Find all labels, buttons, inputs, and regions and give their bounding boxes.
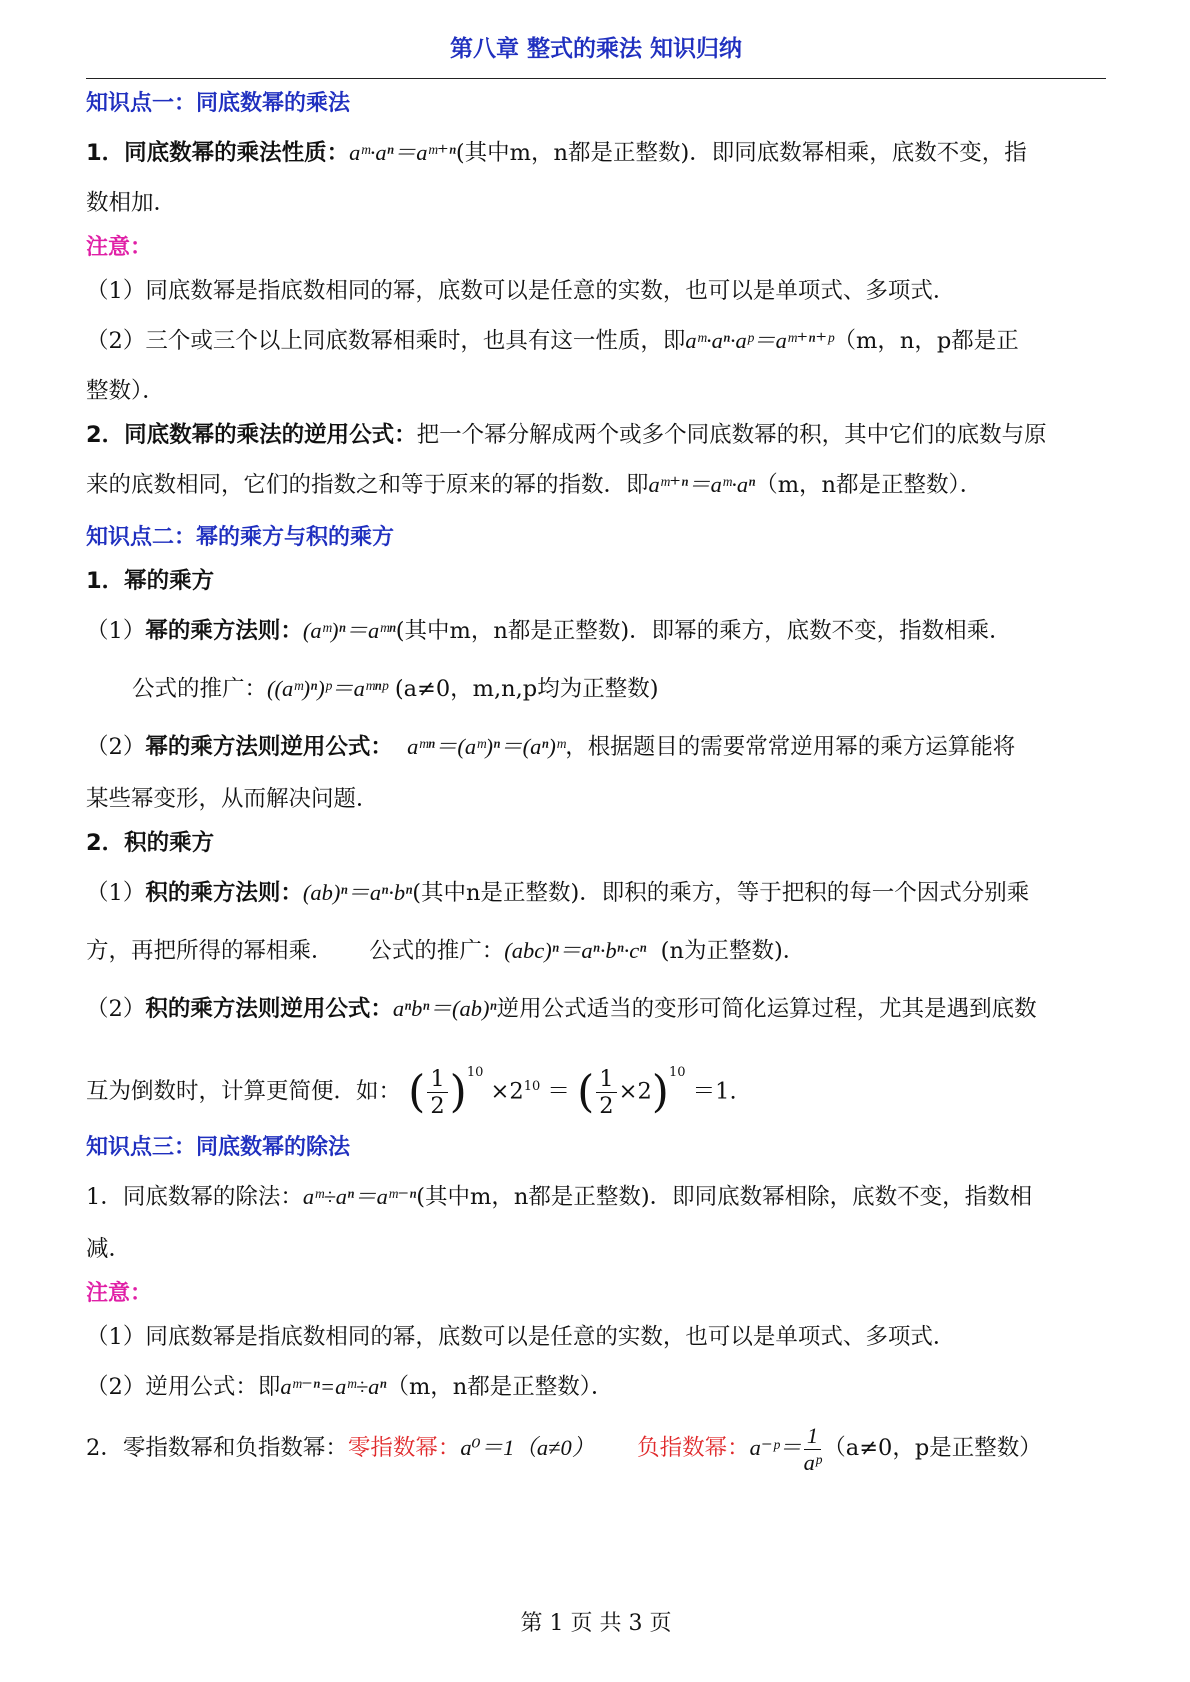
fraction-one-over-a-p [804,1423,822,1476]
text: 1．同底数幂的除法： [86,1184,303,1210]
text: （2）三个或三个以上同底数幂相乘时，也具有这一性质，即 [86,328,686,354]
text: （2） [86,996,146,1022]
note-label: 注意： [86,235,153,260]
text: 公式的推广： [369,938,505,964]
text: 整数）． [86,378,165,404]
text: (其中m，n都是正整数)．即幂的乘方，底数不变，指数相乘． [395,618,1012,644]
term-label: 积的乘方法则： [145,880,303,906]
text: （2）逆用公式：即 [86,1374,281,1400]
text: (n为正整数)． [660,938,806,964]
text: ＝1. [692,1078,737,1105]
text: 2．零指数幂和负指数幂： [86,1435,348,1461]
text: (其中m，n都是正整数)．即同底数幂相除，底数不变，指数相 [416,1184,1033,1210]
formula: aᵐ·aⁿ·aᵖ＝aᵐ⁺ⁿ⁺ᵖ [685,328,834,353]
note-heading-2 [86,1278,1106,1309]
point-2-2-1-cont [86,936,1106,966]
note-1-2-cont [86,376,1106,406]
text: （1） [86,880,146,906]
fraction-one-half [596,1066,616,1119]
title-divider [86,78,1106,79]
denominator: 2 [430,1093,445,1119]
note-1-1 [86,276,1106,306]
point-2-1-1 [86,616,1106,646]
formula: (abc)ⁿ＝aⁿ·bⁿ·cⁿ [504,938,647,963]
point-2-2-2-example [86,1052,1106,1122]
text: (其中m，n都是正整数)．即同底数幂相乘，底数不变，指 [455,140,1027,166]
left-paren: ( [408,1066,426,1118]
text: 数相加． [86,190,177,216]
text: 方，再把所得的幂相乘． [86,938,334,964]
text: （m，n都是正整数）． [755,472,983,498]
page-title: 第八章 整式的乘法 知识归纳 [449,36,742,62]
point-1-2 [86,420,1106,450]
text: 把一个幂分解成两个或多个同底数幂的积，其中它们的底数与原 [416,422,1047,448]
term-label: 幂的乘方法则： [145,618,303,644]
text: 来的底数相同，它们的指数之和等于原来的幂的指数．即 [86,472,649,498]
text: （1）同底数幂是指底数相同的幂，底数可以是任意的实数，也可以是单项式、多项式． [86,1324,956,1350]
text: （m，n，p都是正 [833,328,1019,354]
section-heading-1 [86,88,1106,119]
point-2-2-2 [86,994,1106,1024]
note-heading-1 [86,232,1106,263]
text: （2） [86,734,146,760]
point-3-2 [86,1418,1106,1478]
numerator: 1 [804,1423,822,1450]
formula: (ab)ⁿ＝aⁿ·bⁿ [302,880,413,905]
formula: aᵐ÷aⁿ＝aᵐ⁻ⁿ [302,1184,417,1209]
text: ×2 [490,1078,524,1105]
text: ×2 [618,1078,652,1105]
formula: a⁻ᵖ＝ [749,1435,802,1460]
formula: ((aᵐ)ⁿ)ᵖ＝aᵐⁿᵖ [267,676,388,701]
exponent: 10 [466,1065,484,1080]
term-label: 2．同底数幂的乘法的逆用公式： [86,422,417,448]
formula: aᵐⁿ＝(aᵐ)ⁿ＝(aⁿ)ᵐ [407,734,566,759]
right-paren: ) [449,1066,467,1118]
denominator: 2 [599,1093,614,1119]
formula: aᵐ·aⁿ＝aᵐ⁺ⁿ [349,140,456,165]
section-heading-3 [86,1132,1106,1163]
page-footer: 第 1 页 共 3 页 [520,1611,672,1636]
section-2-title: 知识点二：幂的乘方与积的乘方 [86,525,395,550]
point-2-1-2 [86,732,1106,762]
section-3-title: 知识点三：同底数幂的除法 [86,1135,351,1160]
subheading: 1．幂的乘方 [86,568,215,594]
point-2-2-1 [86,878,1106,908]
formula-generalization-1 [132,674,1152,704]
note-label: 注意： [86,1281,153,1306]
term-label: 积的乘方法则逆用公式： [145,996,393,1022]
text: 逆用公式适当的变形可简化运算过程，尤其是遇到底数 [496,996,1037,1022]
text: （m，n都是正整数）． [386,1374,614,1400]
formula: aᵐ⁺ⁿ＝aᵐ·aⁿ [648,472,756,497]
text: （a≠0，p是正整数） [823,1435,1042,1461]
text: (其中n是正整数)．即积的乘方，等于把积的每一个因式分别乘 [412,880,1030,906]
formula: aᵐ⁻ⁿ=aᵐ÷aⁿ [280,1374,387,1399]
point-1-1 [86,138,1106,168]
point-2-1-2-cont [86,784,1106,814]
point-1-1-cont [86,188,1106,218]
note-2-1 [86,1322,1106,1352]
text: 某些幂变形，从而解决问题． [86,786,379,812]
point-2-1 [86,566,1106,596]
term-label: 1．同底数幂的乘法性质： [86,140,350,166]
text: 互为倒数时，计算更简便．如： [86,1078,402,1105]
note-2-2 [86,1372,1106,1402]
exponent: 10 [523,1079,541,1094]
denominator: aᵖ [803,1449,822,1475]
note-1-2 [86,326,1106,356]
numerator: 1 [596,1066,616,1093]
numerator: 1 [427,1066,447,1093]
text: （1） [86,618,146,644]
point-3-1-cont [86,1234,1106,1264]
formula: (aᵐ)ⁿ＝aᵐⁿ [302,618,396,643]
term-label: 幂的乘方法则逆用公式： [145,734,393,760]
text: 减． [86,1236,132,1262]
text: 公式的推广： [132,676,268,702]
subheading: 2．积的乘方 [86,830,215,856]
point-2-2 [86,828,1106,858]
term-label: 负指数幂： [637,1435,750,1461]
text: ，根据题目的需要常常逆用幂的乘方运算能将 [565,734,1016,760]
formula: aⁿbⁿ＝(ab)ⁿ [392,996,497,1021]
left-paren: ( [577,1066,595,1118]
section-1-title: 知识点一：同底数幂的乘法 [86,91,351,116]
section-heading-2 [86,522,1106,553]
exponent: 10 [668,1065,686,1080]
right-paren: ) [651,1066,669,1118]
point-1-2-cont [86,470,1106,500]
fraction-one-half [427,1066,447,1119]
term-label: 零指数幂： [347,1435,461,1461]
text: （1）同底数幂是指底数相同的幂，底数可以是任意的实数，也可以是单项式、多项式． [86,278,956,304]
formula: a⁰＝1（a≠0） [460,1435,595,1460]
text: ＝ [547,1078,570,1105]
point-3-1 [86,1182,1106,1212]
text: (a≠0，m,n,p均为正整数) [394,676,659,702]
